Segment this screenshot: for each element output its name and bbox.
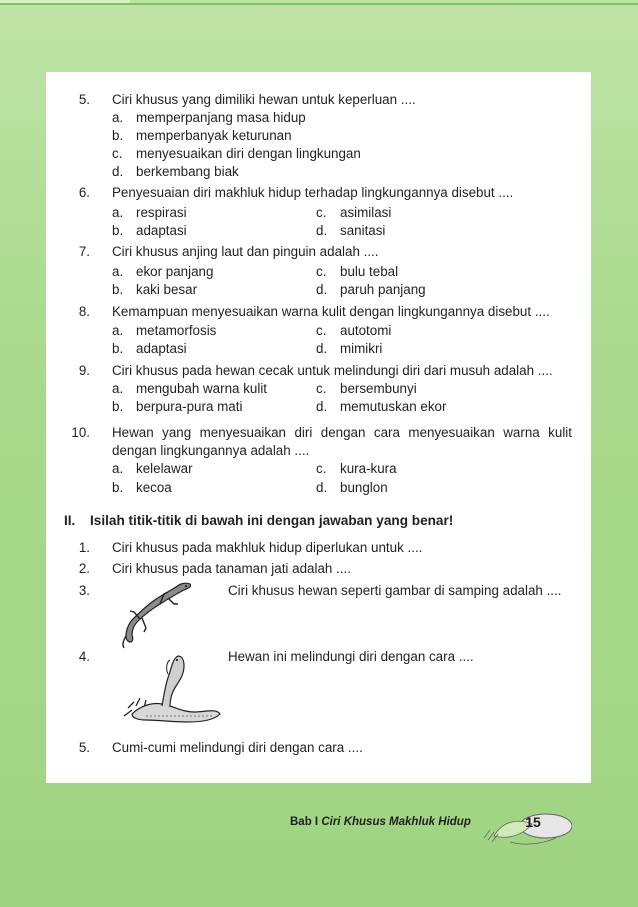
section-numeral: II. — [64, 513, 76, 528]
question-number: 4. — [78, 649, 90, 664]
question-number: 8. — [78, 304, 90, 319]
question-text: Ciri khusus pada tanaman jati adalah .... — [112, 561, 351, 576]
question-number: 5. — [78, 740, 90, 755]
section-title: Isilah titik-titik di bawah ini dengan jawaban yang benar! — [90, 513, 454, 528]
question-text: Cumi-cumi melindungi diri dengan cara .... — [112, 740, 363, 755]
question-number: 5. — [78, 92, 90, 107]
running-footer — [290, 816, 471, 828]
top-rule — [0, 3, 638, 5]
question-number: 3. — [78, 583, 90, 598]
chapter-label: Bab I — [290, 816, 319, 828]
question-text-continued: dengan lingkungannya adalah .... — [112, 443, 310, 458]
question-text: Ciri khusus hewan seperti gambar di samping adalah .... — [228, 583, 562, 598]
question-number: 9. — [78, 363, 90, 378]
question-text: Penyesuaian diri makhluk hidup terhadap lingkungannya disebut .... — [112, 185, 514, 200]
question-text: Hewan yang menyesuaikan diri dengan cara menyesuaikan warna kulit — [112, 425, 572, 440]
cobra-illustration — [118, 650, 224, 726]
question-number: 1. — [78, 540, 90, 555]
lizard-illustration — [104, 578, 194, 650]
question-text: Ciri khusus yang dimiliki hewan untuk keperluan .... — [112, 92, 416, 107]
question-text: Ciri khusus pada makhluk hidup diperlukan untuk .... — [112, 540, 423, 555]
question-number: 2. — [78, 561, 90, 576]
page-number: 15 — [525, 814, 541, 830]
question-text: Kemampuan menyesuaikan warna kulit dengan lingkungannya disebut .... — [112, 304, 550, 319]
question-number: 7. — [78, 244, 90, 259]
question-text: Ciri khusus anjing laut dan pinguin adalah .... — [112, 244, 379, 259]
question-number: 6. — [78, 185, 90, 200]
question-text: Hewan ini melindungi diri dengan cara .... — [228, 649, 474, 664]
question-number: 10. — [71, 425, 90, 440]
question-text: Ciri khusus pada hewan cecak untuk melindungi diri dari musuh adalah .... — [112, 363, 553, 378]
chapter-title: Ciri Khusus Makhluk Hidup — [321, 816, 471, 828]
